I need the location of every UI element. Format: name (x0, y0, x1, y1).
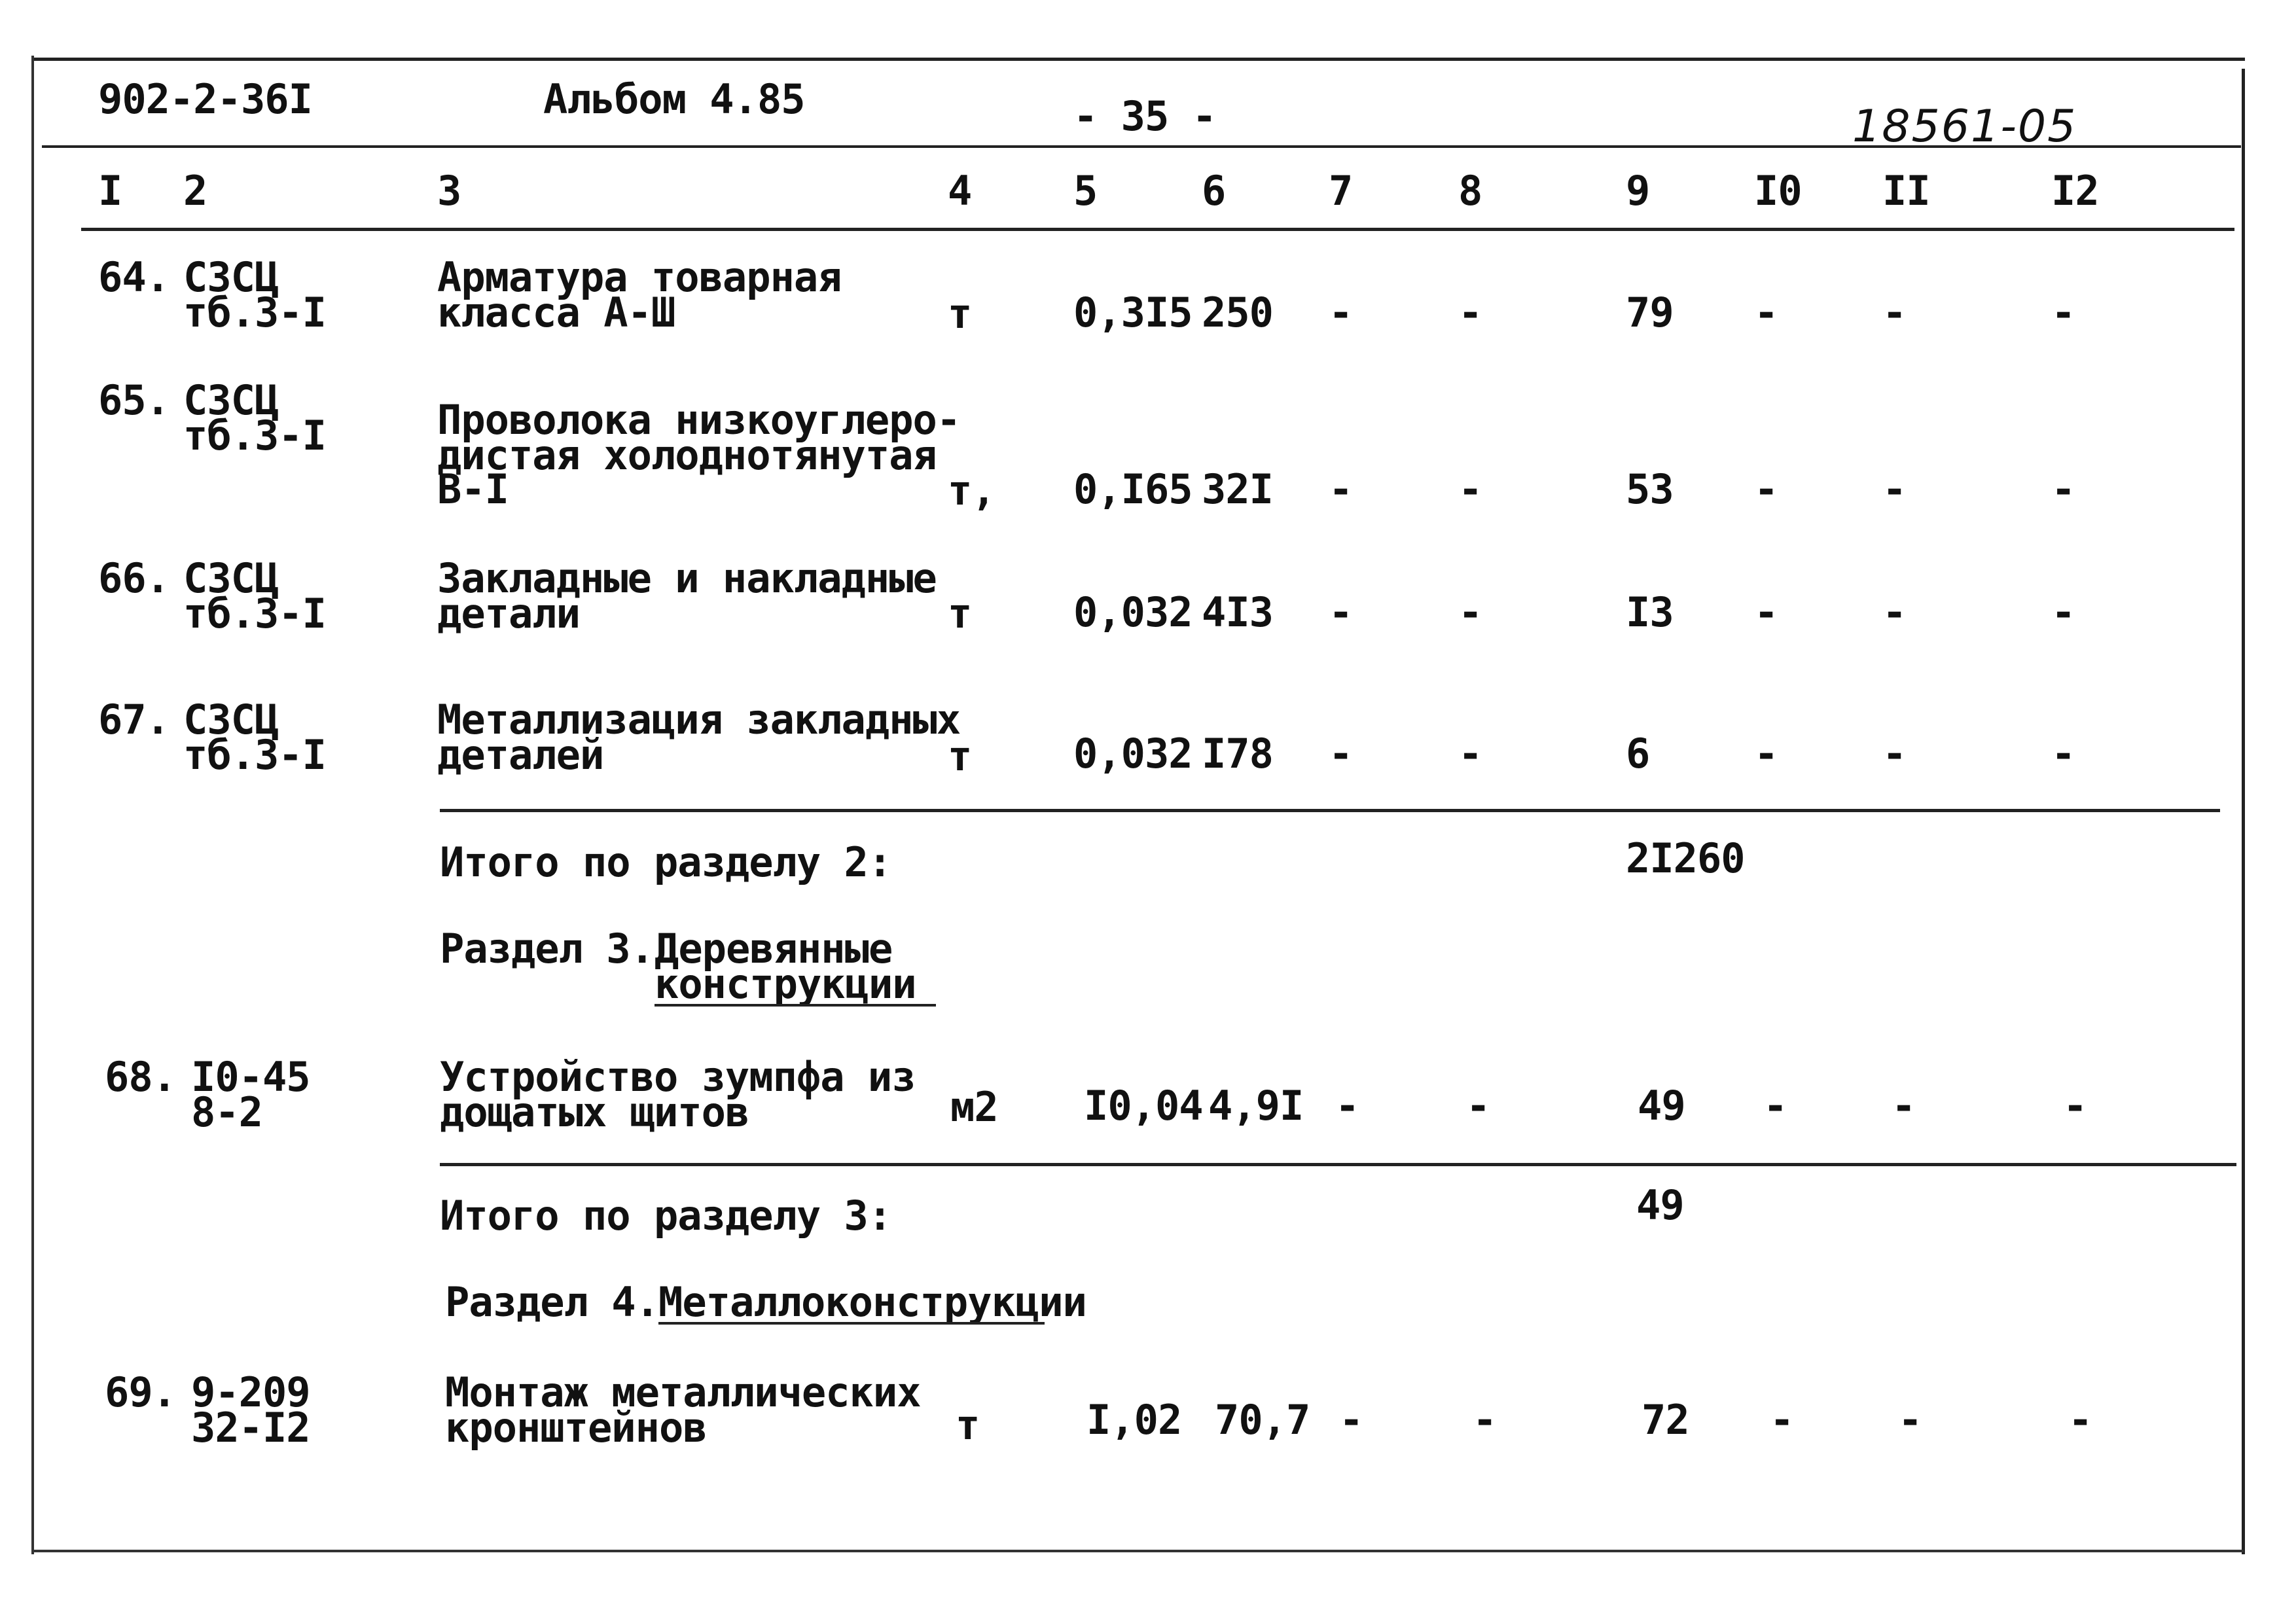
unit: т (948, 290, 972, 338)
work-name: Закладные и накладные (437, 554, 937, 602)
col-header-9: 9 (1626, 167, 1650, 215)
col-12-value: - (2051, 730, 2075, 777)
section-4-underline (658, 1322, 1045, 1325)
section-3-underline (655, 1004, 936, 1007)
work-name: детали (437, 590, 580, 637)
total-cost: 6 (1626, 730, 1650, 777)
row-number: 65. (98, 376, 170, 424)
col-8-value: - (1466, 1082, 1490, 1130)
column-header-rule (81, 228, 2234, 231)
col-11-value: - (1882, 588, 1907, 636)
quantity: 0,032 (1073, 730, 1193, 777)
col-header-12: I2 (2051, 167, 2099, 215)
norm-code: СЗСЦ (183, 696, 279, 743)
col-header-4: 4 (948, 167, 972, 215)
unit: т, (948, 467, 996, 514)
total-cost: I3 (1626, 588, 1674, 636)
norm-code: 9-209 (191, 1368, 310, 1416)
quantity: I0,04 (1084, 1082, 1203, 1130)
row-number: 68. (105, 1053, 176, 1101)
total-cost: 53 (1626, 465, 1674, 513)
col-10-value: - (1754, 289, 1778, 336)
album-label: Альбом 4.85 (543, 75, 805, 123)
norm-table: тб.3-I (183, 590, 326, 637)
page-border-right (2242, 69, 2245, 1554)
unit-price: 250 (1202, 289, 1273, 336)
work-name: дощатых щитов (440, 1088, 749, 1136)
col-11-value: - (1882, 730, 1907, 777)
section-4-prefix: Раздел 4. (445, 1278, 659, 1326)
col-12-value: - (2051, 588, 2075, 636)
col-8-value: - (1458, 465, 1482, 513)
doc-code: 902-2-36I (98, 75, 312, 123)
col-header-11: II (1882, 167, 1930, 215)
norm-code: I0-45 (191, 1053, 310, 1101)
col-8-value: - (1458, 289, 1482, 336)
quantity: 0,3I5 (1073, 289, 1193, 336)
col-header-3: 3 (437, 167, 461, 215)
col-8-value: - (1458, 730, 1482, 777)
col-header-7: 7 (1329, 167, 1353, 215)
quantity: 0,I65 (1073, 465, 1193, 513)
col-10-value: - (1770, 1396, 1794, 1444)
total-cost: 49 (1638, 1082, 1685, 1130)
norm-table: тб.3-I (183, 289, 326, 336)
col-header-10: I0 (1754, 167, 1802, 215)
col-7-value: - (1329, 465, 1353, 513)
row-number: 64. (98, 253, 170, 301)
col-12-value: - (2063, 1082, 2087, 1130)
unit-price: 32I (1202, 465, 1273, 513)
row-number: 66. (98, 554, 170, 602)
quantity: I,02 (1086, 1396, 1182, 1444)
row-number: 67. (98, 696, 170, 743)
col-header-6: 6 (1202, 167, 1226, 215)
norm-code: СЗСЦ (183, 554, 279, 602)
unit-price: 4,9I (1208, 1082, 1304, 1130)
col-header-5: 5 (1073, 167, 1098, 215)
norm-table: 32-I2 (191, 1404, 310, 1452)
work-name: деталей (437, 731, 604, 779)
work-name: Проволока низкоуглеро- (437, 396, 961, 444)
norm-code: СЗСЦ (183, 253, 279, 301)
col-10-value: - (1754, 588, 1778, 636)
col-11-value: - (1898, 1396, 1922, 1444)
unit-price: 70,7 (1215, 1396, 1310, 1444)
page-number: - 35 - (1073, 92, 1216, 140)
col-12-value: - (2051, 289, 2075, 336)
col-11-value: - (1882, 465, 1907, 513)
col-header-1: I (98, 167, 122, 215)
work-name: Монтаж металлических (445, 1368, 921, 1416)
unit: т (956, 1401, 980, 1449)
col-header-8: 8 (1458, 167, 1482, 215)
total-cost: 79 (1626, 289, 1674, 336)
section-3-prefix: Раздел 3. (440, 925, 654, 972)
section-3-title: Деревянные (655, 925, 893, 972)
col-10-value: - (1754, 465, 1778, 513)
section-4-title: Металлоконструкции (658, 1278, 1086, 1326)
work-name: кронштейнов (445, 1404, 707, 1452)
total-rule-section-3 (440, 1163, 2236, 1166)
col-8-value: - (1458, 588, 1482, 636)
work-name: В-I (437, 465, 509, 513)
col-7-value: - (1329, 588, 1353, 636)
work-name: класса А-Ш (437, 289, 675, 336)
col-7-value: - (1339, 1396, 1363, 1444)
row-number: 69. (105, 1368, 176, 1416)
norm-table: тб.3-I (183, 731, 326, 779)
section-3-total-value: 49 (1636, 1181, 1684, 1229)
col-7-value: - (1335, 1082, 1359, 1130)
col-8-value: - (1473, 1396, 1497, 1444)
col-header-2: 2 (183, 167, 207, 215)
page-border-bottom (31, 1550, 2244, 1552)
col-7-value: - (1329, 289, 1353, 336)
norm-code: СЗСЦ (183, 376, 279, 424)
total-cost: 72 (1641, 1396, 1689, 1444)
norm-table: тб.3-I (183, 412, 326, 459)
norm-table: 8-2 (191, 1088, 262, 1136)
section-2-total-label: Итого по разделу 2: (440, 838, 892, 886)
col-10-value: - (1754, 730, 1778, 777)
col-7-value: - (1329, 730, 1353, 777)
work-name: Металлизация закладных (437, 696, 961, 743)
unit-price: 4I3 (1202, 588, 1273, 636)
col-12-value: - (2068, 1396, 2092, 1444)
col-12-value: - (2051, 465, 2075, 513)
unit: т (948, 590, 972, 637)
quantity: 0,032 (1073, 588, 1193, 636)
handwritten-number: 18561-05 (1852, 101, 2077, 152)
page-border-left (31, 56, 34, 1554)
work-name: дистая холоднотянутая (437, 431, 937, 479)
page-border-top (33, 58, 2245, 61)
section-2-total-value: 2I260 (1626, 834, 1745, 882)
total-rule-section-2 (440, 809, 2220, 812)
col-11-value: - (1892, 1082, 1916, 1130)
unit: м2 (950, 1083, 998, 1131)
col-10-value: - (1763, 1082, 1787, 1130)
unit-price: I78 (1202, 730, 1273, 777)
section-3-total-label: Итого по разделу 3: (440, 1192, 892, 1240)
col-11-value: - (1882, 289, 1907, 336)
work-name: Арматура товарная (437, 253, 842, 301)
work-name: Устройство зумпфа из (440, 1053, 916, 1101)
unit: т (948, 732, 972, 780)
section-3-title: конструкции (655, 960, 916, 1008)
